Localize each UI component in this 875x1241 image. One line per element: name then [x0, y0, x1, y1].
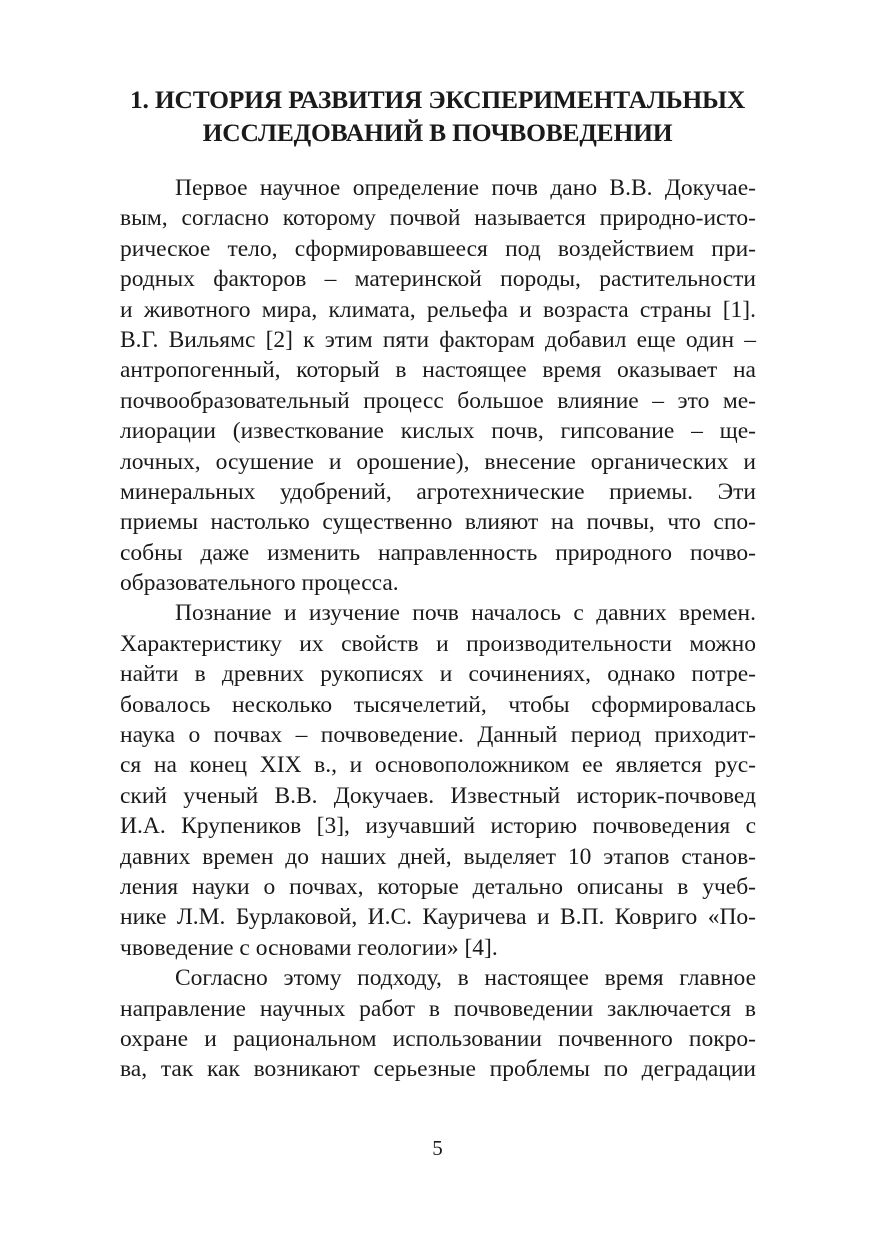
text-line: наука о почвах – почвоведение. Данный период приходит-	[120, 722, 756, 749]
text-line: В.Г. Вильямс [2] к этим пяти факторам добавил еще один –	[120, 326, 756, 353]
text-line: Первое научное определение почв дано В.В. Докучае-	[175, 175, 756, 201]
text-line: направление научных работ в почвоведении заключается в	[120, 995, 756, 1022]
text-line: лиорации (известкование кислых почв, гипсование – ще-	[120, 418, 756, 445]
text-line: нике Л.М. Бурлаковой, И.С. Кауричева и В.П. Ковриго «По-	[120, 904, 756, 931]
text-line: бовалось несколько тысячелетий, чтобы сформировалась	[120, 691, 756, 718]
text-line: найти в древних рукописях и сочинениях, однако потре-	[120, 661, 756, 688]
text-line: родных факторов – материнской породы, растительности	[120, 266, 756, 293]
text-line: ления науки о почвах, которые детально описаны в учеб-	[120, 873, 756, 900]
text-line: Характеристику их свойств и производительности можно	[120, 630, 756, 657]
text-line: и животного мира, климата, рельефа и возраста страны [1].	[120, 296, 756, 323]
text-line: приемы настолько существенно влияют на почвы, что спо-	[120, 509, 756, 536]
text-line: ва, так как возникают серьезные проблемы по деградации	[120, 1056, 756, 1083]
text-line: вым, согласно которому почвой называется природно-исто-	[120, 205, 756, 232]
text-line: антропогенный, который в настоящее время оказывает на	[120, 357, 756, 384]
text-line: давних времен до наших дней, выделяет 10 этапов станов-	[120, 843, 756, 870]
paragraph-3	[120, 963, 756, 1085]
text-line: ся на конец XIX в., и основоположником ее является рус-	[120, 752, 756, 779]
section-heading	[100, 83, 775, 149]
text-line: Согласно этому подходу, в настоящее время главное	[175, 965, 756, 992]
text-line: рическое тело, сформировавшееся под воздействием при-	[120, 235, 756, 262]
heading-line: ИССЛЕДОВАНИЙ В ПОЧВОВЕДЕНИИ	[202, 118, 673, 147]
text-line: И.А. Крупеников [3], изучавший историю почвоведения с	[120, 813, 756, 840]
text-line: почвообразовательный процесс большое влияние – это ме-	[120, 387, 756, 414]
paragraph-2	[120, 598, 756, 963]
page-number: 5	[432, 1136, 443, 1160]
paragraph-1	[120, 173, 756, 598]
text-line: чвоведение с основами геологии» [4].	[120, 934, 498, 961]
text-line: охране и рациональном использовании почвенного покро-	[120, 1025, 756, 1052]
heading-line: 1. ИСТОРИЯ РАЗВИТИЯ ЭКСПЕРИМЕНТАЛЬНЫХ	[129, 85, 746, 114]
text-line: Познание и изучение почв началось с давних времен.	[175, 600, 756, 627]
text-line: минеральных удобрений, агротехнические приемы. Эти	[120, 478, 756, 505]
text-line: ский ученый В.В. Докучаев. Известный историк-почвовед	[120, 782, 756, 809]
text-line: образовательного процесса.	[120, 570, 399, 597]
text-line: собны даже изменить направленность природного почво-	[120, 539, 756, 566]
body-text	[120, 173, 756, 1085]
text-line: лочных, осушение и орошение), внесение органических и	[120, 448, 756, 475]
